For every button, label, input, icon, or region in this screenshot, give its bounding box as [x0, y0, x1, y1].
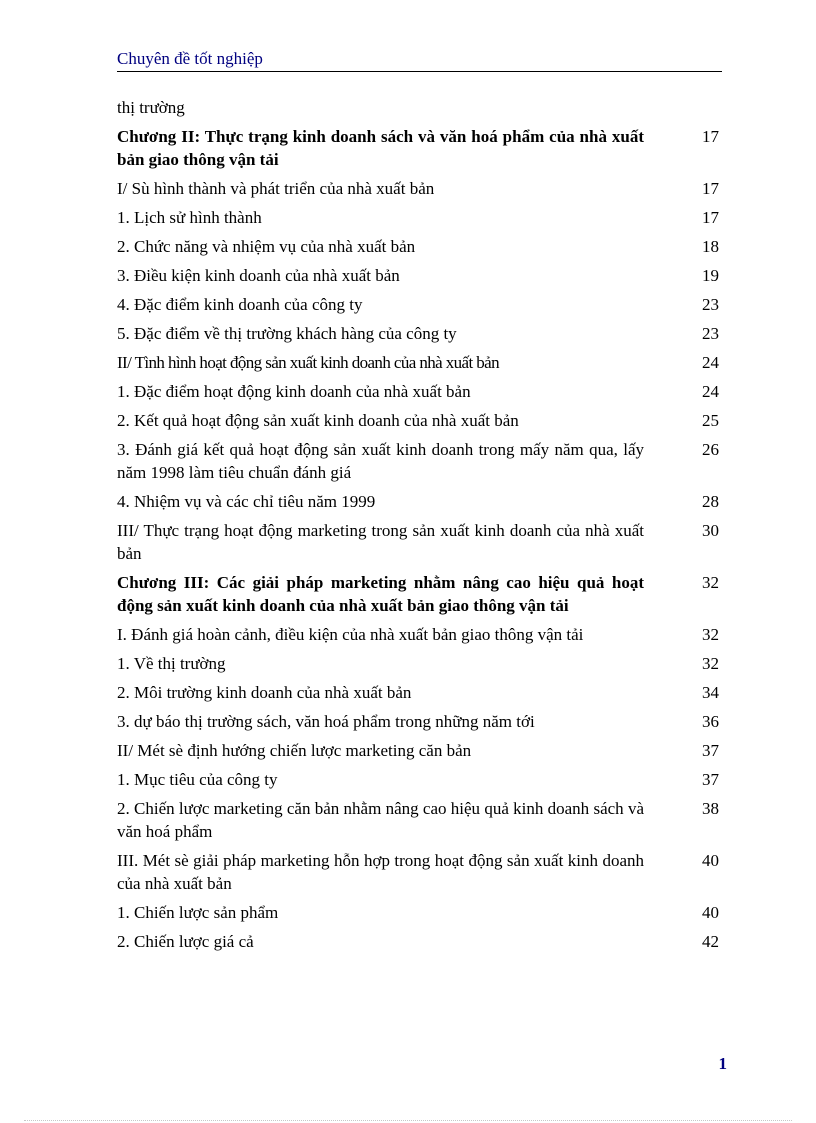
toc-entry — [117, 768, 722, 791]
toc-entry — [117, 380, 722, 403]
toc-entry — [117, 797, 722, 843]
toc-entry-page: 25 — [702, 411, 719, 430]
toc-entry-title: I/ Sù hình thành và phát triển của nhà xuất bản — [117, 179, 435, 198]
toc-entry-title: II/ Mét sè định hướng chiến lược marketing căn bản — [117, 741, 472, 760]
toc-entry-page: 17 — [702, 179, 719, 198]
toc-entry-title: thị trường — [117, 98, 185, 117]
page-number: 1 — [718, 1054, 727, 1073]
toc-entry-title: 2. Môi trường kinh doanh của nhà xuất bản — [117, 683, 412, 702]
toc-entry — [117, 652, 722, 675]
toc-entry-title: 1. Chiến lược sản phẩm — [117, 903, 279, 922]
toc-entry — [117, 930, 722, 953]
page-header — [117, 49, 722, 72]
toc-entry-page: 24 — [702, 382, 719, 401]
toc-entry-title: 1. Lịch sử hình thành — [117, 208, 262, 227]
toc-entry — [117, 351, 722, 374]
toc-entry-page: 34 — [702, 683, 719, 702]
toc-entry-title: 1. Mục tiêu của công ty — [117, 770, 278, 789]
toc-entry — [117, 739, 722, 762]
toc-entry — [117, 490, 722, 513]
toc-entry-title: II/ Tình hình hoạt động sản xuất kinh doanh của nhà xuất bản — [117, 353, 499, 372]
toc-entry — [117, 623, 722, 646]
toc-entry-title: I. Đánh giá hoàn cảnh, điều kiện của nhà xuất bản giao thông vận tải — [117, 625, 584, 644]
toc-entry-page: 40 — [702, 851, 719, 870]
toc-entry-page: 23 — [702, 324, 719, 343]
toc-entry — [117, 293, 722, 316]
toc-entry-page: 26 — [702, 440, 719, 459]
toc-entry-title: 2. Kết quả hoạt động sản xuất kinh doanh của nhà xuất bản — [117, 411, 519, 430]
toc-entry-title: 2. Chức năng và nhiệm vụ của nhà xuất bản — [117, 237, 416, 256]
toc-entry-title: Chương II: Thực trạng kinh doanh sách và văn hoá phẩm của nhà xuất bản giao thông vận tải — [117, 127, 644, 169]
toc-entry — [117, 206, 722, 229]
toc-entry-page: 32 — [702, 654, 719, 673]
toc-entry-title: 2. Chiến lược marketing căn bản nhằm nâng cao hiệu quả kinh doanh sách và văn hoá phẩm — [117, 799, 644, 841]
toc-entry — [117, 125, 722, 171]
toc-entry-title: 1. Đặc điểm hoạt động kinh doanh của nhà xuất bản — [117, 382, 471, 401]
toc-entry — [117, 235, 722, 258]
toc-entry-page: 36 — [702, 712, 719, 731]
toc-entry-page: 18 — [702, 237, 719, 256]
toc-entry-page: 17 — [702, 208, 719, 227]
toc-entry-page: 42 — [702, 932, 719, 951]
toc-entry — [117, 571, 722, 617]
toc-entry-title: III. Mét sè giải pháp marketing hỗn hợp trong hoạt động sản xuất kinh doanh của nhà xuất bản — [117, 851, 644, 893]
toc-entry — [117, 409, 722, 432]
toc-entry — [117, 438, 722, 484]
toc-entry — [117, 322, 722, 345]
toc-entry-title: 3. Điều kiện kinh doanh của nhà xuất bản — [117, 266, 400, 285]
toc-entry-page: 17 — [702, 127, 719, 146]
toc-entry-title: 5. Đặc điểm về thị trường khách hàng của công ty — [117, 324, 457, 343]
toc-entry — [117, 710, 722, 733]
table-of-contents — [117, 96, 722, 959]
toc-entry-title: Chương III: Các giải pháp marketing nhằm nâng cao hiệu quả hoạt động sản xuất kinh doanh của nhà xuất bản giao thông vận tải — [117, 573, 644, 615]
toc-entry-page: 23 — [702, 295, 719, 314]
page-bottom-divider — [24, 1120, 792, 1121]
toc-entry — [117, 849, 722, 895]
toc-entry-page: 30 — [702, 521, 719, 540]
toc-entry-page: 38 — [702, 799, 719, 818]
toc-entry-title: 4. Nhiệm vụ và các chỉ tiêu năm 1999 — [117, 492, 376, 511]
toc-entry-page: 32 — [702, 625, 719, 644]
toc-entry — [117, 519, 722, 565]
toc-entry-page: 19 — [702, 266, 719, 285]
toc-entry-title: 3. Đánh giá kết quả hoạt động sản xuất kinh doanh trong mấy năm qua, lấy năm 1998 làm tiêu chuẩn đánh giá — [117, 440, 644, 482]
toc-entry — [117, 681, 722, 704]
toc-entry-title: 2. Chiến lược giá cả — [117, 932, 254, 951]
toc-entry-title: III/ Thực trạng hoạt động marketing trong sản xuất kinh doanh của nhà xuất bản — [117, 521, 644, 563]
toc-entry-title: 1. Về thị trường — [117, 654, 226, 673]
toc-entry-title: 3. dự báo thị trường sách, văn hoá phẩm trong những năm tới — [117, 712, 535, 731]
toc-entry — [117, 901, 722, 924]
toc-entry — [117, 264, 722, 287]
toc-entry-page: 32 — [702, 573, 719, 592]
document-title: Chuyên đề tốt nghiệp — [117, 49, 263, 68]
toc-entry — [117, 96, 722, 119]
toc-entry-page: 24 — [702, 353, 719, 372]
toc-entry-page: 37 — [702, 770, 719, 789]
toc-entry-title: 4. Đặc điểm kinh doanh của công ty — [117, 295, 363, 314]
toc-entry-page: 28 — [702, 492, 719, 511]
toc-entry — [117, 177, 722, 200]
toc-entry-page: 37 — [702, 741, 719, 760]
toc-entry-page: 40 — [702, 903, 719, 922]
